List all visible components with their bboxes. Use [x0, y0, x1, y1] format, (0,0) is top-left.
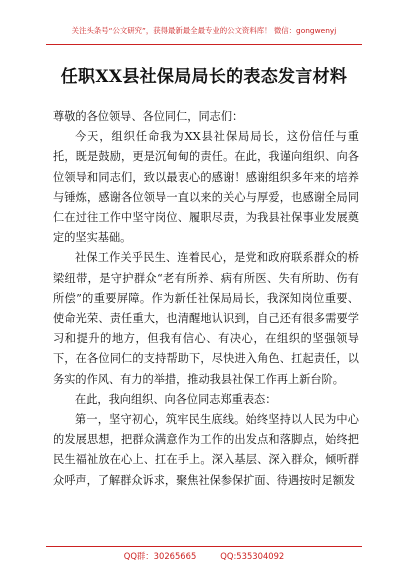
footer-divider [46, 546, 362, 547]
paragraph: 今天，组织任命我为XX县社保局局长，这份信任与重托，既是鼓励，更是沉甸甸的责任。在此，我谨向组织、向各位领导和同志们，致以最衷心的感谢！感谢组织多年来的培养与锤炼，感谢各位领导一直以来的关心与厚爱，也感谢全局同仁在过往工作中坚守岗位、履职尽责，为我县社保事业发展奠定的坚实基础。 [53, 130, 359, 245]
footer-contact [0, 550, 408, 562]
paragraph: 第一，坚守初心，筑牢民生底线。始终坚持以人民为中心的发展思想，把群众满意作为工作的出发点和落脚点，始终把民生福祉放在心上、扛在手上。深入基层、深入群众，倾听群众呼声，了解群众诉求，聚焦社保参保扩面、待遇按时足额发 [53, 413, 359, 487]
qq-group-text: QQ群：30265665 [123, 551, 197, 561]
header-divider [46, 44, 362, 45]
paragraph: 在此，我向组织、向各位同志郑重表态： [75, 392, 277, 406]
document-title: 任职XX县社保局局长的表态发言材料 [60, 67, 348, 87]
document-body [53, 107, 359, 491]
header-promo-note: 关注头条号“公文研究”，获得最新最全最专业的公文资料库！ 微信：gongwenyj [71, 26, 337, 35]
paragraph: 社保工作关乎民生、连着民心，是党和政府联系群众的桥梁纽带，是守护群众“老有所养、病有所医、失有所助、伤有所偿”的重要屏障。作为新任社保局局长，我深知岗位重要、使命光荣、责任重大，也清醒地认识到，自己还有很多需要学习和提升的地方，但我有信心、有决心，在组织的坚强领导下，在各位同仁的支持帮助下，尽快进入角色、扛起责任，以务实的作风、有力的举措，推动我县社保工作再上新台阶。 [53, 251, 359, 386]
qq-text: QQ:535304092 [220, 551, 285, 561]
salutation: 尊敬的各位领导、各位同仁，同志们： [53, 110, 244, 123]
